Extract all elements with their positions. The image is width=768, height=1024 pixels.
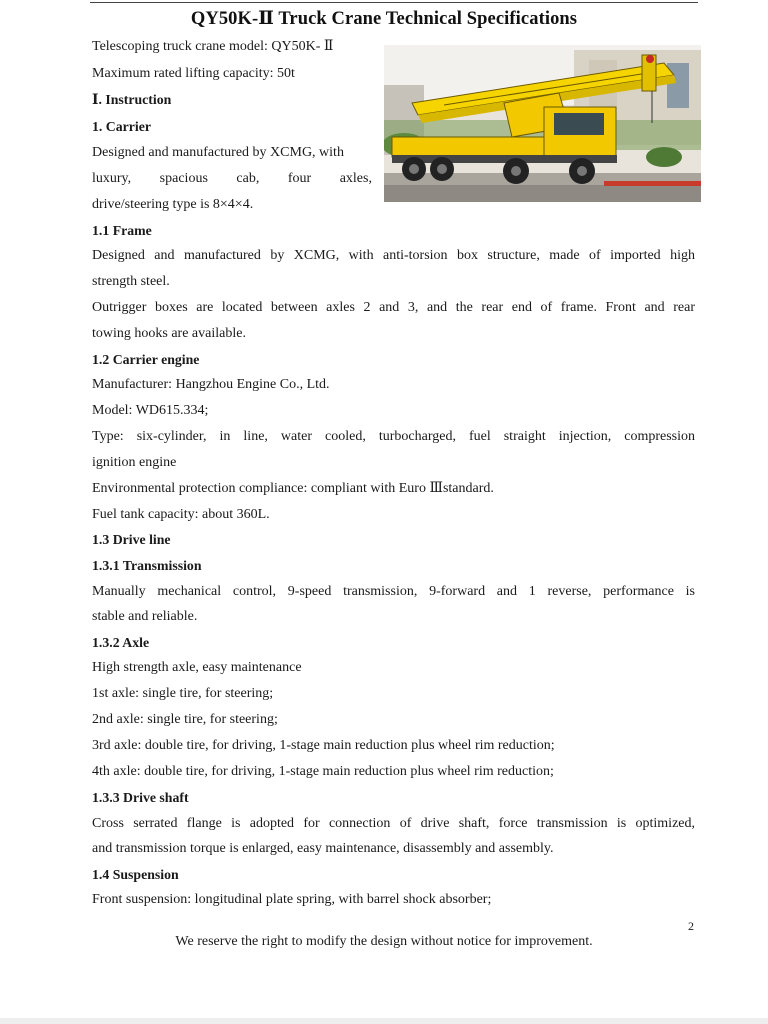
- heading-suspension: 1.4 Suspension: [92, 867, 179, 882]
- frame-text-2: strength steel.: [92, 274, 170, 289]
- word-luxury: luxury,: [92, 171, 132, 186]
- word-axles: axles,: [339, 171, 372, 186]
- suspension-text: Front suspension: longitudinal plate spring, with barrel shock absorber;: [92, 892, 492, 907]
- engine-model: Model: WD615.334;: [92, 403, 209, 418]
- frame-text-4: towing hooks are available.: [92, 326, 246, 341]
- axle-line: 4th axle: double tire, for driving, 1-stage main reduction plus wheel rim reduction;: [92, 764, 554, 779]
- top-rule: [90, 2, 698, 3]
- word-cab: cab,: [236, 171, 260, 186]
- transmission-text-1: Manually mechanical control, 9-speed transmission, 9-forward and 1 reverse, performance is: [92, 584, 695, 599]
- engine-type-1: Type: six-cylinder, in line, water cooled, turbocharged, fuel straight injection, compression: [92, 429, 695, 444]
- transmission-text-2: stable and reliable.: [92, 609, 198, 624]
- engine-fuel-tank: Fuel tank capacity: about 360L.: [92, 507, 270, 522]
- heading-frame: 1.1 Frame: [92, 223, 152, 238]
- engine-environmental: Environmental protection compliance: compliant with Euro Ⅲstandard.: [92, 481, 494, 496]
- carrier-text-1: Designed and manufactured by XCMG, with: [92, 145, 344, 160]
- driveshaft-text-2: and transmission torque is enlarged, easy maintenance, disassembly and assembly.: [92, 841, 554, 856]
- truck-crane-photo: [384, 45, 701, 202]
- frame-text-1: Designed and manufactured by XCMG, with anti-torsion box structure, made of imported high: [92, 248, 695, 263]
- capacity-line: Maximum rated lifting capacity: 50t: [92, 66, 295, 81]
- footer-note: We reserve the right to modify the design without notice for improvement.: [175, 934, 593, 949]
- heading-transmission: 1.3.1 Transmission: [92, 558, 202, 573]
- axle-line: High strength axle, easy maintenance: [92, 660, 302, 675]
- carrier-text-3: drive/steering type is 8×4×4.: [92, 197, 254, 212]
- engine-type-2: ignition engine: [92, 455, 177, 470]
- heading-carrier-engine: 1.2 Carrier engine: [92, 352, 200, 367]
- heading-drive-shaft: 1.3.3 Drive shaft: [92, 790, 189, 805]
- axle-line: 1st axle: single tire, for steering;: [92, 686, 274, 701]
- heading-carrier: 1. Carrier: [92, 119, 151, 134]
- axle-line: 2nd axle: single tire, for steering;: [92, 712, 278, 727]
- frame-text-3: Outrigger boxes are located between axles 2 and 3, and the rear end of frame. Front and rear: [92, 300, 695, 315]
- word-spacious: spacious: [159, 171, 208, 186]
- heading-instruction: Ⅰ. Instruction: [92, 92, 172, 107]
- engine-manufacturer: Manufacturer: Hangzhou Engine Co., Ltd.: [92, 377, 330, 392]
- heading-drive-line: 1.3 Drive line: [92, 532, 171, 547]
- page-number: 2: [688, 919, 694, 933]
- heading-axle: 1.3.2 Axle: [92, 635, 150, 650]
- document-title: QY50K-Ⅱ Truck Crane Technical Specifications: [190, 9, 578, 29]
- axle-line: 3rd axle: double tire, for driving, 1-stage main reduction plus wheel rim reduction;: [92, 738, 555, 753]
- bottom-bar: [0, 1018, 768, 1024]
- model-line: Telescoping truck crane model: QY50K- Ⅱ: [92, 39, 334, 54]
- word-four: four: [287, 171, 312, 186]
- carrier-text-2: [92, 170, 372, 188]
- driveshaft-text-1: Cross serrated flange is adopted for connection of drive shaft, force transmission is optimized,: [92, 816, 695, 831]
